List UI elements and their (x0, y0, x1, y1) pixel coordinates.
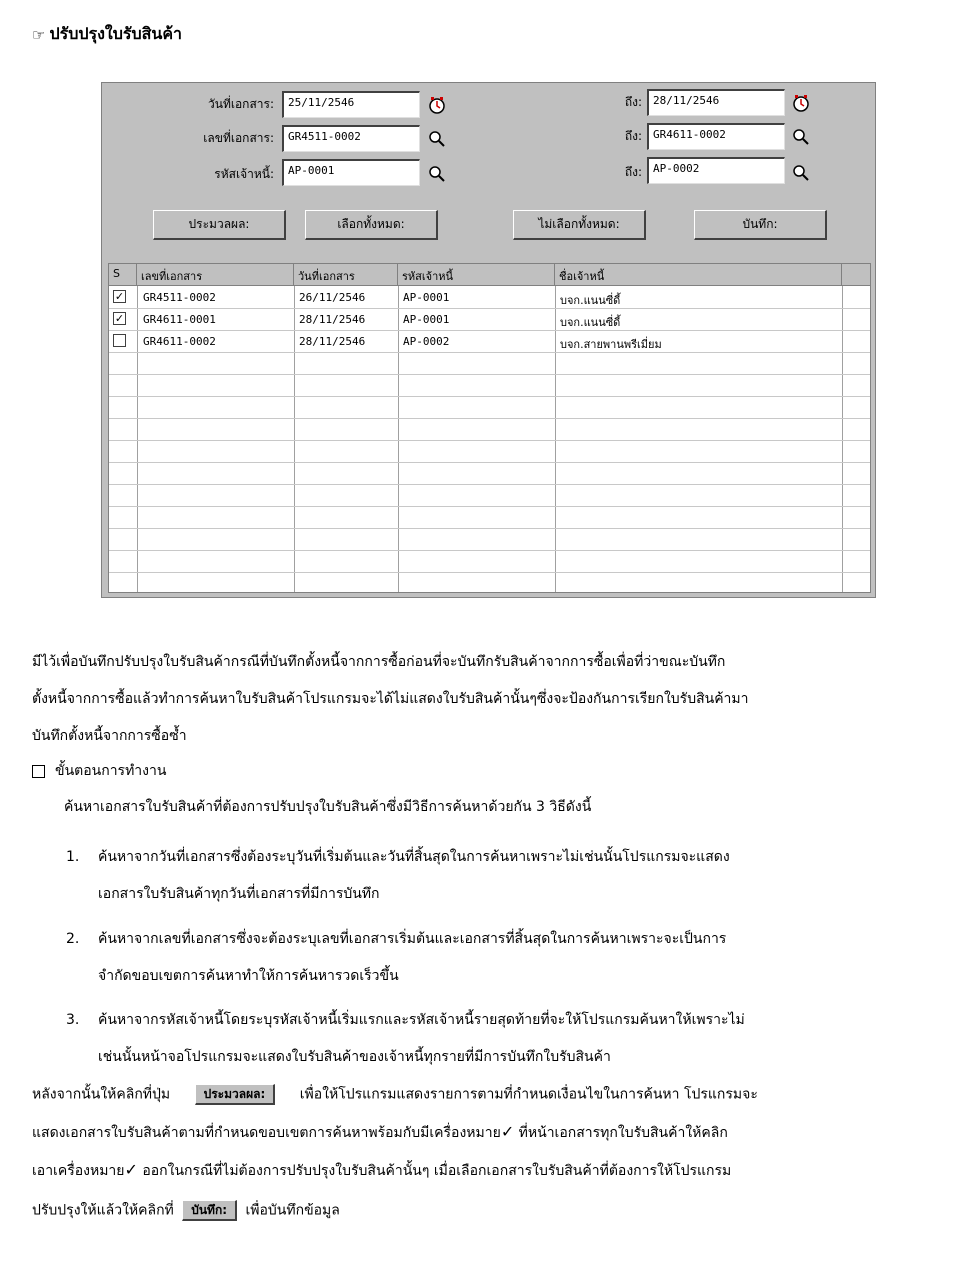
receipt-grid (108, 263, 871, 593)
row-doc-no: GR4511-0002 (143, 291, 216, 304)
instruction-text: เพื่อให้โปรแกรมแสดงรายการตามที่กำหนดเงื่อนไขในการค้นหา โปรแกรมจะ (299, 1086, 758, 1103)
step-3-line-1: ค้นหาจากรหัสเจ้าหนี้โดยระบุรหัสเจ้าหนี้เริ่มแรกและรหัสเจ้าหนี้รายสุดท้ายที่จะให้โปรแกรมค้นหาให้เพราะไม่ (98, 1012, 745, 1028)
column-header-filler (842, 264, 871, 286)
steps-heading: ขั้นตอนการทำงาน (55, 763, 167, 779)
column-header-creditor-code[interactable]: รหัสเจ้าหนี้ (398, 264, 555, 286)
row-select-checkbox[interactable]: ✓ (114, 312, 125, 325)
search-icon[interactable] (788, 160, 814, 186)
grid-row-line (109, 330, 870, 331)
instruction-text: ที่หน้าเอกสารทุกใบรับสินค้าให้คลิก (518, 1125, 728, 1141)
description-line-2: ตั้งหนี้จากการซื้อแล้วทำการค้นหาใบรับสินค้าโปรแกรมจะได้ไม่แสดงใบรับสินค้านั้นๆซึ่งจะป้องกันการเรียกใบรับสินค้ามา (32, 691, 749, 707)
instruction-text: ออกในกรณีที่ไม่ต้องการปรับปรุงใบรับสินค้านั้นๆ เมื่อเลือกเอกสารใบรับสินค้าที่ต้องการให้โปรแกรม (142, 1163, 732, 1179)
row-creditor-code: AP-0001 (403, 313, 450, 326)
instruction-text: เอาเครื่องหมาย (32, 1163, 125, 1179)
row-creditor-code: AP-0002 (403, 335, 450, 348)
page-title: ปรับปรุงใบรับสินค้า (49, 24, 183, 43)
row-select-checkbox[interactable] (113, 334, 126, 347)
grid-row-line (109, 572, 870, 573)
description-line-3: บันทึกตั้งหนี้จากการซื้อซ้ำ (32, 728, 187, 744)
search-icon[interactable] (788, 124, 814, 150)
creditor-to-label: ถึง: (624, 165, 642, 179)
column-header-doc-no[interactable]: เลขที่เอกสาร (137, 264, 294, 286)
grid-row-line (109, 528, 870, 529)
grid-divider (842, 286, 843, 592)
checkmark-icon: ✓ (124, 1160, 138, 1179)
description-line-1: มีไว้เพื่อบันทึกปรับปรุงใบรับสินค้ากรณีที่บันทึกตั้งหนี้จากการซื้อก่อนที่จะบันทึกรับสินค้าจากการซื้อเพื่อที่ว่าขณะบันทึก (32, 654, 726, 670)
instruction-text: หลังจากนั้นให้คลิกที่ปุ่ม (32, 1086, 171, 1103)
instruction-line-2 (32, 1122, 728, 1143)
grid-row-line (109, 308, 870, 309)
receipt-adjust-panel (101, 82, 876, 598)
step-number: 1. (66, 849, 80, 865)
instruction-line-4 (32, 1200, 340, 1221)
inline-process-button: ประมวลผล: (195, 1084, 276, 1105)
doc-no-to-input[interactable]: GR4611-0002 (647, 123, 785, 150)
grid-row-line (109, 462, 870, 463)
doc-no-to-label: ถึง: (624, 129, 642, 143)
page-title-row (32, 22, 182, 47)
row-creditor-name: บจก.แนนซี่ดี้ (560, 316, 621, 329)
step-1-line-2: เอกสารใบรับสินค้าทุกวันที่เอกสารที่มีการบันทึก (98, 886, 380, 902)
select-all-button[interactable]: เลือกทั้งหมด: (305, 210, 438, 240)
doc-date-label: วันที่เอกสาร: (208, 97, 274, 111)
process-button[interactable]: ประมวลผล: (153, 210, 286, 240)
doc-no-label: เลขที่เอกสาร: (203, 131, 274, 145)
step-2-line-1: ค้นหาจากเลขที่เอกสารซึ่งจะต้องระบุเลขที่เอกสารเริ่มต้นและเอกสารที่สิ้นสุดในการค้นหาเพราะจะเป็นการ (98, 931, 727, 947)
instruction-line-1 (32, 1084, 758, 1105)
row-creditor-name: บจก.สายพานพรีเมี่ยม (560, 338, 662, 351)
row-doc-no: GR4611-0001 (143, 313, 216, 326)
step-2-line-2: จำกัดขอบเขตการค้นหาทำให้การค้นหารวดเร็วขึ้น (98, 968, 399, 984)
row-doc-date: 28/11/2546 (299, 335, 366, 348)
calendar-icon[interactable] (788, 90, 814, 116)
grid-row-line (109, 418, 870, 419)
grid-row-line (109, 484, 870, 485)
doc-date-to-input[interactable]: 28/11/2546 (647, 89, 785, 116)
step-number: 2. (66, 931, 80, 947)
doc-date-to-label: ถึง: (624, 95, 642, 109)
steps-heading-row (32, 761, 166, 781)
row-doc-date: 28/11/2546 (299, 313, 366, 326)
calendar-icon[interactable] (424, 92, 450, 118)
grid-row-line (109, 374, 870, 375)
instruction-line-3 (32, 1160, 731, 1181)
checkmark-icon: ✓ (500, 1122, 515, 1141)
search-icon[interactable] (424, 126, 450, 152)
step-3-line-2: เช่นนั้นหน้าจอโปรแกรมจะแสดงใบรับสินค้าของเจ้าหนี้ทุกรายที่มีการบันทึกใบรับสินค้า (98, 1049, 611, 1065)
instruction-text: ปรับปรุงให้แล้วให้คลิกที่ (32, 1202, 174, 1219)
step-1-line-1: ค้นหาจากวันที่เอกสารซึ่งต้องระบุวันที่เริ่มต้นและวันที่สิ้นสุดในการค้นหาเพราะไม่เช่นนั้นโปรแกรมจะแสดง (98, 849, 730, 865)
step-number: 3. (66, 1012, 80, 1028)
column-header-creditor-name[interactable]: ชื่อเจ้าหนี้ (555, 264, 842, 286)
grid-divider (294, 286, 295, 592)
deselect-all-button[interactable]: ไม่เลือกทั้งหมด: (513, 210, 646, 240)
doc-no-from-input[interactable]: GR4511-0002 (282, 125, 420, 152)
grid-divider (555, 286, 556, 592)
grid-row-line (109, 550, 870, 551)
creditor-from-input[interactable]: AP-0001 (282, 159, 420, 186)
grid-row-line (109, 352, 870, 353)
save-button[interactable]: บันทึก: (694, 210, 827, 240)
column-header-select[interactable]: S (109, 264, 137, 286)
row-creditor-name: บจก.แนนซี่ดี้ (560, 294, 621, 307)
instruction-text: เพื่อบันทึกข้อมูล (245, 1202, 340, 1219)
search-icon[interactable] (424, 161, 450, 187)
pointing-hand-icon: ☞ (32, 25, 46, 44)
row-doc-date: 26/11/2546 (299, 291, 366, 304)
creditor-label: รหัสเจ้าหนี้: (214, 167, 274, 181)
doc-date-from-input[interactable]: 25/11/2546 (282, 91, 420, 118)
instruction-text: แสดงเอกสารใบรับสินค้าตามที่กำหนดขอบเขตการค้นหาพร้อมกับมีเครื่องหมาย (32, 1125, 501, 1141)
steps-intro: ค้นหาเอกสารใบรับสินค้าที่ต้องการปรับปรุงใบรับสินค้าซึ่งมีวิธีการค้นหาด้วยกัน 3 วิธีดังนี้ (64, 799, 592, 815)
row-select-checkbox[interactable]: ✓ (114, 290, 125, 303)
inline-save-button: บันทึก: (182, 1200, 237, 1221)
column-header-doc-date[interactable]: วันที่เอกสาร (294, 264, 398, 286)
grid-row-line (109, 506, 870, 507)
grid-divider (137, 286, 138, 592)
row-creditor-code: AP-0001 (403, 291, 450, 304)
grid-divider (398, 286, 399, 592)
grid-row-line (109, 396, 870, 397)
creditor-to-input[interactable]: AP-0002 (647, 157, 785, 184)
row-doc-no: GR4611-0002 (143, 335, 216, 348)
grid-row-line (109, 440, 870, 441)
checkbox-bullet-icon (32, 765, 45, 778)
